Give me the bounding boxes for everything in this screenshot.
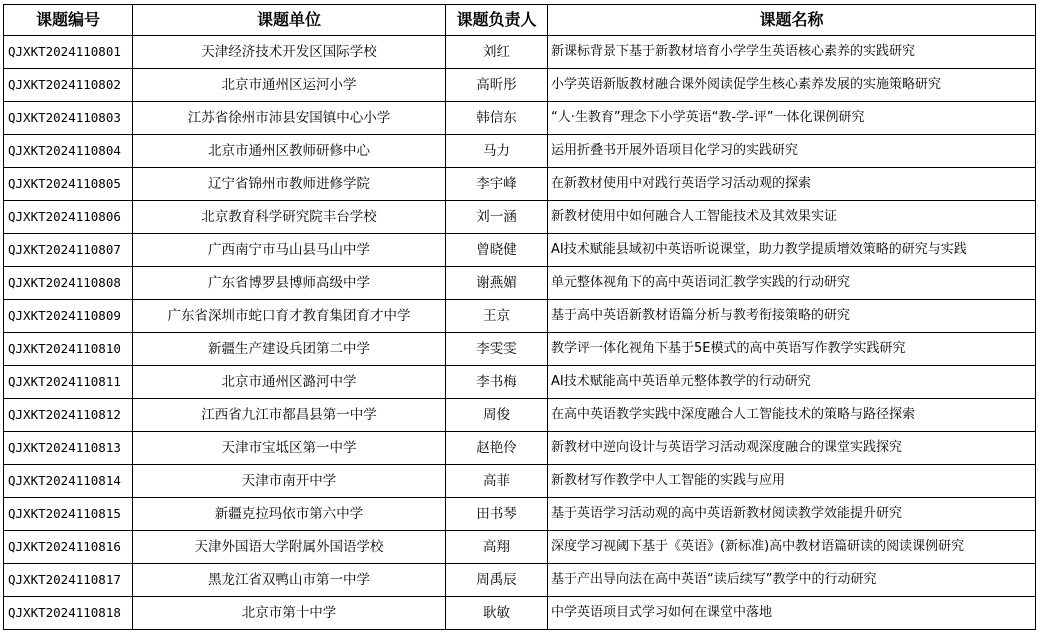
cell-lead: 高昕彤 [446,69,548,102]
cell-unit: 北京教育科学研究院丰台学校 [133,201,446,234]
cell-unit: 北京市通州区潞河中学 [133,366,446,399]
cell-unit: 新疆克拉玛依市第六中学 [133,498,446,531]
cell-code: QJXKT2024110807 [4,234,133,267]
cell-lead: 曾晓健 [446,234,548,267]
cell-code: QJXKT2024110806 [4,201,133,234]
cell-title: 在新教材使用中对践行英语学习活动观的探索 [548,168,1036,201]
cell-title: 新课标背景下基于新教材培育小学学生英语核心素养的实践研究 [548,36,1036,69]
cell-title: 运用折叠书开展外语项目化学习的实践研究 [548,135,1036,168]
table-header-row [4,5,1036,36]
cell-unit: 辽宁省锦州市教师进修学院 [133,168,446,201]
cell-code: QJXKT2024110802 [4,69,133,102]
table-row [4,465,1036,498]
table-row [4,300,1036,333]
table-row [4,102,1036,135]
cell-lead: 周俊 [446,399,548,432]
cell-lead: 李书梅 [446,366,548,399]
cell-lead: 耿敏 [446,597,548,630]
cell-unit: 新疆生产建设兵团第二中学 [133,333,446,366]
cell-code: QJXKT2024110818 [4,597,133,630]
cell-code: QJXKT2024110803 [4,102,133,135]
table-row [4,168,1036,201]
cell-code: QJXKT2024110810 [4,333,133,366]
table-row [4,597,1036,630]
table-row [4,135,1036,168]
cell-unit: 江苏省徐州市沛县安国镇中心小学 [133,102,446,135]
cell-code: QJXKT2024110805 [4,168,133,201]
cell-title: 中学英语项目式学习如何在课堂中落地 [548,597,1036,630]
cell-lead: 王京 [446,300,548,333]
table-row [4,234,1036,267]
cell-lead: 高翔 [446,531,548,564]
cell-code: QJXKT2024110801 [4,36,133,69]
cell-code: QJXKT2024110812 [4,399,133,432]
header-lead: 课题负责人 [446,5,548,36]
cell-title: “人·生教育”理念下小学英语“教-学-评”一体化课例研究 [548,102,1036,135]
cell-unit: 北京市通州区运河小学 [133,69,446,102]
header-code: 课题编号 [4,5,133,36]
cell-lead: 李雯雯 [446,333,548,366]
cell-lead: 周禹辰 [446,564,548,597]
cell-unit: 黑龙江省双鸭山市第一中学 [133,564,446,597]
cell-title: 深度学习视阈下基于《英语》(新标准)高中教材语篇研读的阅读课例研究 [548,531,1036,564]
cell-title: AI技术赋能县域初中英语听说课堂，助力教学提质增效策略的研究与实践 [548,234,1036,267]
cell-lead: 高菲 [446,465,548,498]
cell-title: 新教材写作教学中人工智能的实践与应用 [548,465,1036,498]
cell-unit: 广西南宁市马山县马山中学 [133,234,446,267]
cell-title: 基于产出导向法在高中英语“读后续写”教学中的行动研究 [548,564,1036,597]
cell-code: QJXKT2024110817 [4,564,133,597]
cell-code: QJXKT2024110816 [4,531,133,564]
table-body [4,36,1036,630]
cell-lead: 刘一涵 [446,201,548,234]
table-row [4,36,1036,69]
table-row [4,201,1036,234]
cell-code: QJXKT2024110804 [4,135,133,168]
cell-title: 基于高中英语新教材语篇分析与教考衔接策略的研究 [548,300,1036,333]
table-row [4,531,1036,564]
cell-code: QJXKT2024110814 [4,465,133,498]
cell-unit: 广东省深圳市蛇口育才教育集团育才中学 [133,300,446,333]
cell-unit: 北京市通州区教师研修中心 [133,135,446,168]
table-row [4,366,1036,399]
table-row [4,267,1036,300]
cell-lead: 赵艳伶 [446,432,548,465]
table-row [4,498,1036,531]
cell-title: 单元整体视角下的高中英语词汇教学实践的行动研究 [548,267,1036,300]
cell-unit: 天津市宝坻区第一中学 [133,432,446,465]
table-row [4,564,1036,597]
cell-lead: 韩信东 [446,102,548,135]
cell-code: QJXKT2024110811 [4,366,133,399]
cell-title: 教学评一体化视角下基于5E模式的高中英语写作教学实践研究 [548,333,1036,366]
cell-title: 新教材使用中如何融合人工智能技术及其效果实证 [548,201,1036,234]
cell-unit: 天津经济技术开发区国际学校 [133,36,446,69]
cell-lead: 刘红 [446,36,548,69]
cell-lead: 李宇峰 [446,168,548,201]
header-unit: 课题单位 [133,5,446,36]
cell-unit: 北京市第十中学 [133,597,446,630]
table-row [4,69,1036,102]
header-title: 课题名称 [548,5,1036,36]
cell-lead: 马力 [446,135,548,168]
cell-title: AI技术赋能高中英语单元整体教学的行动研究 [548,366,1036,399]
cell-code: QJXKT2024110815 [4,498,133,531]
cell-lead: 田书琴 [446,498,548,531]
cell-code: QJXKT2024110813 [4,432,133,465]
cell-lead: 谢燕媚 [446,267,548,300]
cell-title: 新教材中逆向设计与英语学习活动观深度融合的课堂实践探究 [548,432,1036,465]
cell-title: 基于英语学习活动观的高中英语新教材阅读教学效能提升研究 [548,498,1036,531]
table-row [4,399,1036,432]
cell-unit: 天津外国语大学附属外国语学校 [133,531,446,564]
cell-title: 在高中英语教学实践中深度融合人工智能技术的策略与路径探索 [548,399,1036,432]
cell-title: 小学英语新版教材融合课外阅读促学生核心素养发展的实施策略研究 [548,69,1036,102]
table-row [4,333,1036,366]
table-row [4,432,1036,465]
cell-code: QJXKT2024110809 [4,300,133,333]
cell-unit: 天津市南开中学 [133,465,446,498]
cell-unit: 广东省博罗县博师高级中学 [133,267,446,300]
cell-unit: 江西省九江市都昌县第一中学 [133,399,446,432]
cell-code: QJXKT2024110808 [4,267,133,300]
project-table [3,4,1036,630]
